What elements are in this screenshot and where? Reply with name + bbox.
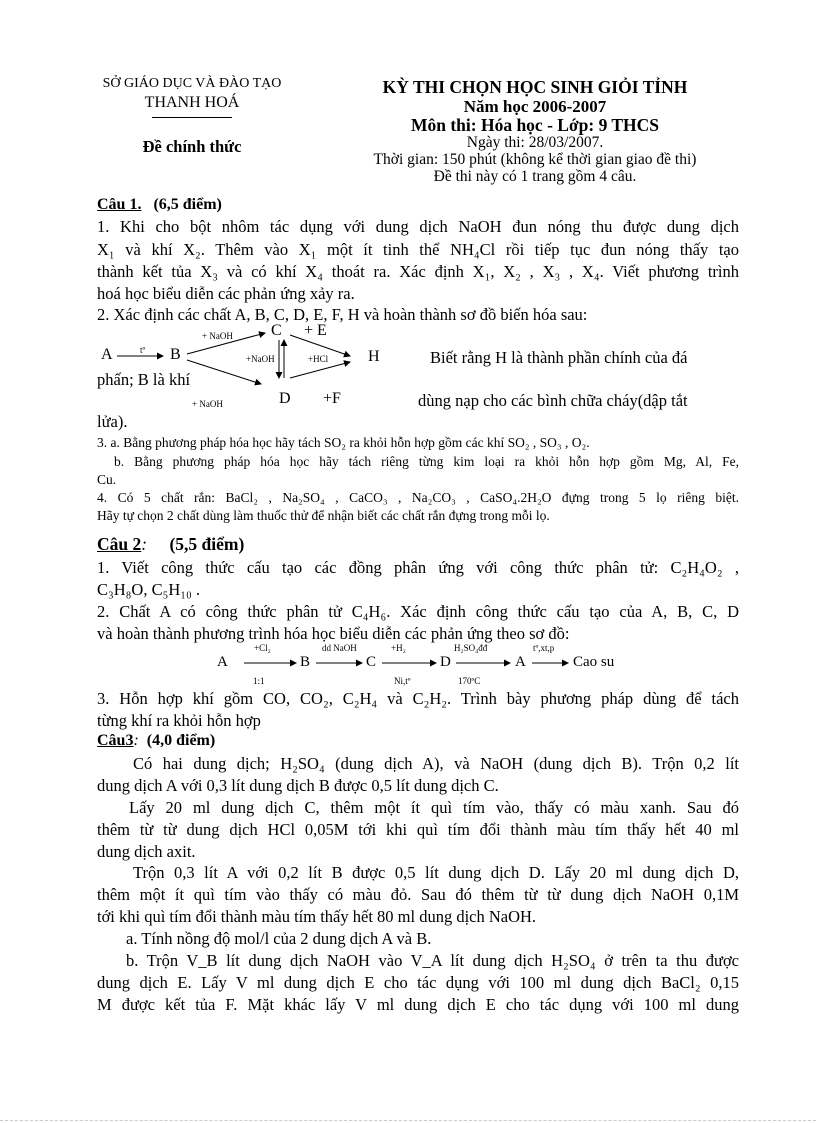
q2-scheme-b: B — [300, 654, 311, 670]
q1-p2-right-text: Biết rằng H là thành phần chính của đá — [430, 348, 688, 367]
q1-p2-intro: 2. Xác định các chất A, B, C, D, E, F, H và hoàn thành sơ đồ biến hóa sau: — [97, 305, 588, 324]
q2-naoh: dd NaOH — [322, 643, 357, 653]
province-name: THANH HOÁ — [144, 94, 240, 111]
q2-temp: 170ºC — [458, 676, 481, 686]
q2-scheme-c: C — [366, 654, 377, 670]
q2-cl2: +Cl₂ — [254, 643, 271, 653]
scheme-arrows — [95, 320, 365, 410]
exam-title: KỲ THI CHỌN HỌC SINH GIỎI TỈNH — [382, 77, 688, 97]
q2-p1-line-1: 1. Viết công thức cấu tạo các đồng phân ứng với công thức phân tử: C₂H₄O₂ , — [97, 558, 739, 577]
q2-scheme-a2: A — [515, 654, 526, 670]
exam-subject: Môn thi: Hóa học - Lớp: 9 THCS — [410, 115, 660, 135]
q1-p4-line-2: Hãy tự chọn 2 chất dùng làm thuốc thử để nhận biết các chất rắn đựng trong mỗi lọ. — [97, 508, 550, 523]
q2-h2: +H₂ — [391, 643, 406, 653]
q1-p1-line-4: hoá học biểu diễn các phản ứng xảy ra. — [97, 284, 355, 303]
q3-line-7: thêm một ít quì tím vào thấy có màu đỏ. Sau đó thêm từ từ dung dịch NaOH 0,1M — [97, 885, 739, 904]
page-count-note: Đề thi này có 1 trang gồm 4 câu. — [433, 168, 637, 185]
q2-p2-line-2: và hoàn thành phương trình hóa học biểu diễn các phản ứng theo sơ đồ: — [97, 624, 570, 643]
scheme-hcl: +HCl — [308, 354, 329, 364]
q3-part-b-line-1: b. Trộn V_B lít dung dịch NaOH vào V_A lít dung dịch H₂SO₄ ở trên ta thu được — [126, 951, 739, 970]
q3-heading — [97, 732, 215, 750]
q1-p1-line-2: X₁ và khí X₂. Thêm vào X₁ một ít tinh thể NH₄Cl rồi tiếp tục đun nóng thấy tạo — [97, 240, 739, 259]
exam-date: Ngày thi: 28/03/2007. — [466, 134, 604, 151]
q2-h2so4: H₂SO₄đđ — [454, 643, 488, 653]
scheme-a: A — [101, 346, 113, 363]
q3-part-b-line-3: M được kết tủa F. Mặt khác lấy V ml dung dịch E cho tác dụng với 100 ml dung — [97, 995, 739, 1014]
scheme-naoh-top: + NaOH — [202, 331, 233, 341]
q3-line-2: dung dịch A với 0,3 lít dung dịch B được 0,5 lít dung dịch C. — [97, 776, 499, 795]
q3-colon: : — [133, 732, 139, 749]
q2-p3-line-2: từng khí ra khỏi hỗn hợp — [97, 711, 261, 730]
scheme-h: H — [368, 348, 380, 365]
scheme-plus-e: + E — [304, 322, 327, 339]
scheme-plus-f: +F — [323, 390, 341, 407]
q3-line-4: thêm từ từ dung dịch HCl 0,05M tới khi quì tím đổi thành màu tím thấy hết 40 ml — [97, 820, 739, 839]
q2-ratio: 1:1 — [253, 676, 265, 686]
scheme-d: D — [279, 390, 291, 407]
scheme-c: C — [271, 322, 282, 339]
q3-part-b-line-2: dung dịch E. Lấy V ml dung dịch E cho tác dụng với 100 ml dung dịch BaCl₂ 0,15 — [97, 973, 739, 992]
q2-points: (5,5 điểm) — [169, 534, 245, 554]
q2-colon: : — [141, 534, 148, 554]
q2-scheme-arrows — [230, 655, 580, 671]
q3-line-3: Lấy 20 ml dung dịch C, thêm một ít quì tím vào, thấy có màu xanh. Sau đó — [129, 798, 739, 817]
scheme-heat: tº — [140, 345, 146, 355]
q1-p3b-line-2: Cu. — [97, 472, 117, 487]
q1-p2-line-3: dùng nạp cho các bình chữa cháy(dập tắt — [418, 391, 688, 410]
header-rule — [152, 117, 232, 118]
q3-line-5: dung dịch axit. — [97, 842, 196, 861]
q1-p3b-line-1: b. Bằng phương pháp hóa học hãy tách riêng từng kim loại ra khỏi hỗn hợp gồm Mg, Al, Fe, — [114, 454, 739, 469]
q1-p2-line-2: phấn; B là khí — [97, 370, 191, 389]
q2-scheme-d: D — [440, 654, 451, 670]
q1-heading — [97, 196, 222, 214]
department-name: SỞ GIÁO DỤC VÀ ĐÀO TẠO — [102, 76, 282, 91]
q1-p2-line-4: lửa). — [97, 412, 128, 431]
q1-p4-line-1: 4. Có 5 chất rắn: BaCl₂ , Na₂SO₄ , CaCO₃ , Na₂CO₃ , CaSO₄.2H₂O đựng trong 5 lọ riêng biệt. — [97, 490, 739, 505]
q1-p3a: 3. a. Bằng phương pháp hóa học hãy tách SO₂ ra khỏi hỗn hợp gồm các khí SO₂ , SO₃ , O₂. — [97, 435, 590, 450]
scheme-b: B — [170, 346, 181, 363]
q1-p1-line-1: 1. Khi cho bột nhôm tác dụng với dung dịch NaOH đun nóng thu được dung dịch — [97, 217, 739, 236]
q2-p1-line-2: C₃H₈O, C₅H₁₀ . — [97, 580, 201, 599]
q2-label: Câu 2 — [97, 534, 142, 554]
q2-scheme-a: A — [217, 654, 228, 670]
scheme-naoh-mid: +NaOH — [246, 354, 275, 364]
q2-p2-line-1: 2. Chất A có công thức phân tử C₄H₆. Xác định công thức cấu tạo của A, B, C, D — [97, 602, 739, 621]
q2-p3-line-1: 3. Hỗn hợp khí gồm CO, CO₂, C₂H₄ và C₂H₂. Trình bày phương pháp dùng để tách — [97, 689, 739, 708]
official-label: Đề chính thức — [142, 137, 242, 156]
q2-scheme-end: Cao su — [573, 654, 615, 670]
exam-time: Thời gian: 150 phút (không kể thời gian giao đề thi) — [373, 151, 697, 168]
q2-ni: Ni,tº — [394, 676, 411, 686]
q1-p1-line-3: thành kết tủa X₃ và có khí X₄ thoát ra. Xác định X₁, X₂ , X₃ , X₄. Viết phương trình — [97, 262, 739, 281]
q2-heading — [97, 534, 244, 555]
q3-line-1: Có hai dung dịch; H₂SO₄ (dung dịch A), và NaOH (dung dịch B). Trộn 0,2 lít — [133, 754, 739, 773]
q3-points: (4,0 điểm) — [146, 732, 216, 749]
school-year: Năm học 2006-2007 — [463, 97, 607, 116]
q3-part-a: a. Tính nồng độ mol/l của 2 dung dịch A và B. — [126, 929, 432, 948]
q1-points: (6,5 điểm) — [153, 196, 222, 213]
q3-label: Câu3 — [97, 732, 134, 749]
q1-label: Câu 1. — [97, 196, 142, 213]
page-bottom-rule — [0, 1120, 816, 1121]
q2-cat: tº,xt,p — [533, 643, 555, 653]
scheme-naoh-bot: + NaOH — [192, 399, 223, 409]
q3-line-8: tới khi quì tím đổi thành màu tím thấy hết 80 ml dung dịch NaOH. — [97, 907, 537, 926]
q3-line-6: Trộn 0,3 lít A với 0,2 lít B được 0,5 lít dung dịch D. Lấy 20 ml dung dịch D, — [133, 863, 739, 882]
